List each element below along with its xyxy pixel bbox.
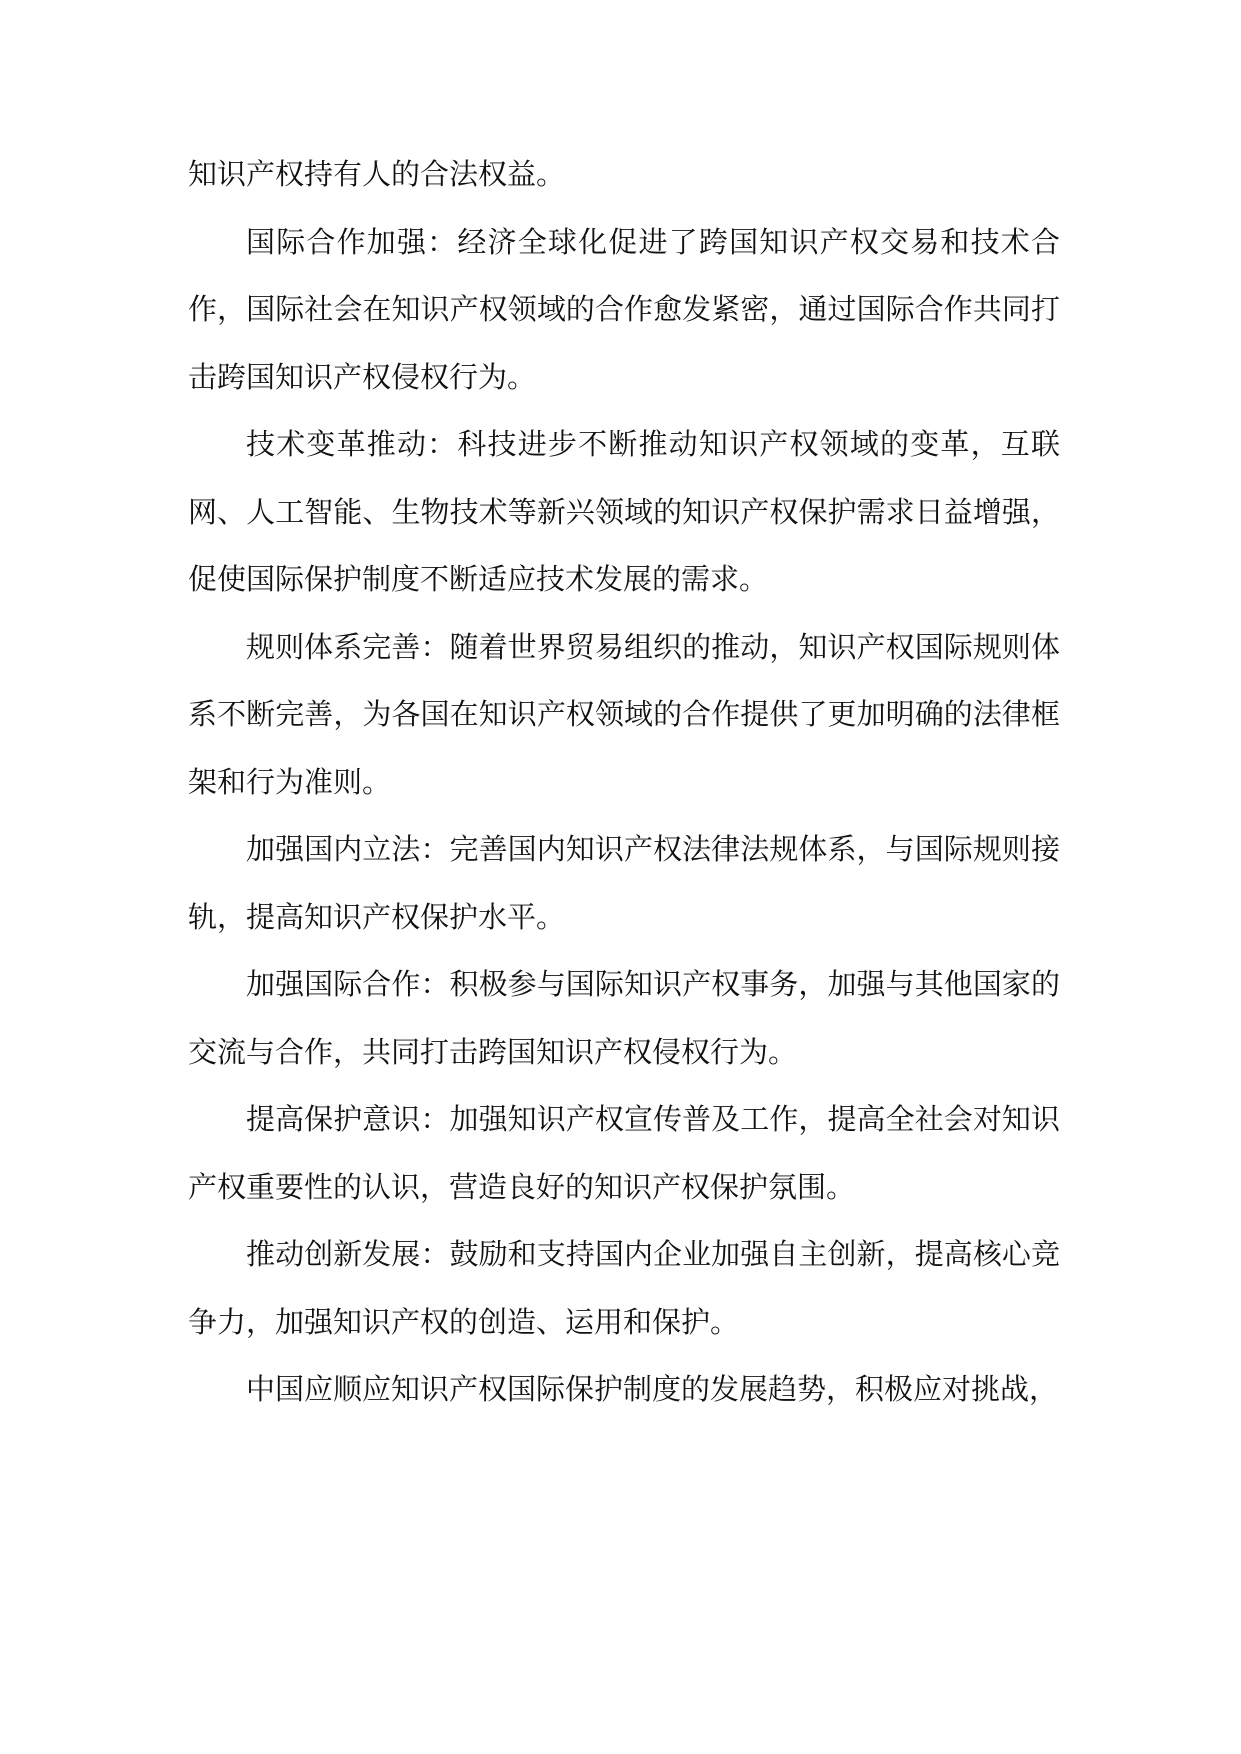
paragraph-technology-change: 技术变革推动：科技进步不断推动知识产权领域的变革，互联网、人工智能、生物技术等新兴领域的知识产权保护需求日益增强，促使国际保护制度不断适应技术发展的需求。 (188, 427, 1060, 596)
paragraph-rule-system: 规则体系完善：随着世界贸易组织的推动，知识产权国际规则体系不断完善，为各国在知识产权领域的合作提供了更加明确的法律框架和行为准则。 (188, 629, 1060, 799)
paragraph-international-cooperation: 国际合作加强：经济全球化促进了跨国知识产权交易和技术合作，国际社会在知识产权领域的合作愈发紧密，通过国际合作共同打击跨国知识产权侵权行为。 (188, 224, 1060, 394)
paragraph-innovation: 推动创新发展：鼓励和支持国内企业加强自主创新，提高核心竞争力，加强知识产权的创造、运用和保护。 (188, 1237, 1060, 1339)
paragraph-strengthen-cooperation: 加强国际合作：积极参与国际知识产权事务，加强与其他国家的交流与合作，共同打击跨国知识产权侵权行为。 (188, 967, 1060, 1069)
paragraph-protection-awareness: 提高保护意识：加强知识产权宣传普及工作，提高全社会对知识产权重要性的认识，营造良好的知识产权保护氛围。 (188, 1102, 1060, 1204)
paragraph-continuation: 知识产权持有人的合法权益。 (188, 157, 566, 191)
paragraph-china-trend: 中国应顺应知识产权国际保护制度的发展趋势，积极应对挑战， (246, 1372, 1059, 1406)
paragraph-domestic-legislation: 加强国内立法：完善国内知识产权法律法规体系，与国际规则接轨，提高知识产权保护水平。 (188, 832, 1060, 934)
document-body (188, 141, 1060, 1424)
